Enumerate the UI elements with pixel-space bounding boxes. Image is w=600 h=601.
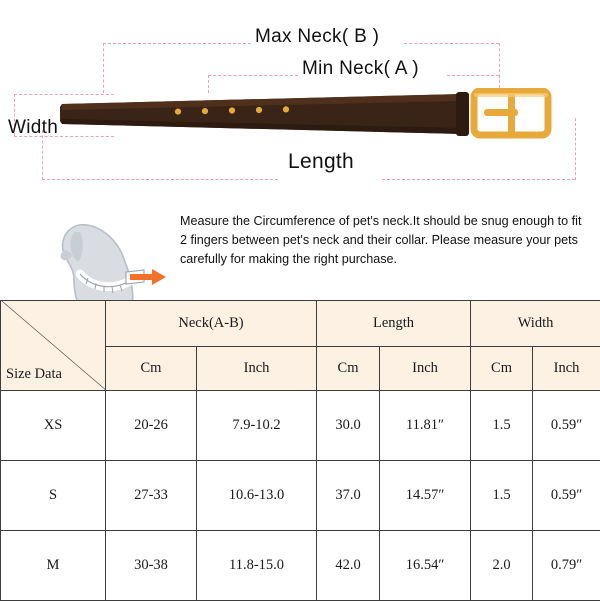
cell-width-cm: 2.0	[471, 531, 533, 601]
guide-line-min-neck-horizontal	[208, 75, 298, 76]
cell-width-cm: 1.5	[471, 461, 533, 531]
guide-line-length-right	[575, 118, 576, 180]
table-corner-label: Size Data	[6, 366, 62, 383]
table-header-width-inch: Inch	[533, 347, 600, 391]
cell-length-inch: 11.81″	[380, 391, 471, 461]
belt-collar-illustration	[60, 88, 560, 140]
cell-neck-inch: 7.9-10.2	[197, 391, 317, 461]
table-header-neck-inch: Inch	[197, 347, 317, 391]
cell-size: XS	[1, 391, 106, 461]
cell-neck-cm: 30-38	[106, 531, 197, 601]
cell-length-cm: 42.0	[317, 531, 380, 601]
guide-line-max-neck-left-tick	[103, 43, 104, 93]
label-max-neck: Max Neck( B )	[255, 26, 379, 48]
table-header-length: Length	[317, 301, 471, 347]
table-header-width-cm: Cm	[471, 347, 533, 391]
size-chart-table	[0, 300, 600, 601]
label-width: Width	[8, 117, 58, 139]
table-header-length-inch: Inch	[380, 347, 471, 391]
cell-neck-inch: 11.8-15.0	[197, 531, 317, 601]
table-row	[1, 461, 600, 531]
cell-width-inch: 0.79″	[533, 531, 600, 601]
cell-length-cm: 30.0	[317, 391, 380, 461]
guide-line-min-neck-horizontal-right	[447, 75, 499, 76]
table-row	[1, 531, 600, 601]
cell-neck-cm: 20-26	[106, 391, 197, 461]
guide-line-length-horizontal-right	[382, 179, 575, 180]
guide-line-max-neck-horizontal-right	[404, 43, 499, 44]
guide-line-max-neck-horizontal	[103, 43, 251, 44]
table-header-neck: Neck(A-B)	[106, 301, 317, 347]
cell-neck-inch: 10.6-13.0	[197, 461, 317, 531]
measuring-instruction-text: Measure the Circumference of pet's neck.It should be snug enough to fit 2 fingers between pet's neck and their collar. Please measure your pets carefully for making the right purchase.	[180, 212, 584, 269]
table-header-group-row	[1, 301, 600, 347]
label-length: Length	[288, 150, 354, 174]
cell-size: M	[1, 531, 106, 601]
table-header-neck-cm: Cm	[106, 347, 197, 391]
table-row	[1, 391, 600, 461]
cell-width-inch: 0.59″	[533, 391, 600, 461]
cell-length-cm: 37.0	[317, 461, 380, 531]
cell-length-inch: 16.54″	[380, 531, 471, 601]
label-min-neck: Min Neck( A )	[302, 58, 419, 80]
cell-width-inch: 0.59″	[533, 461, 600, 531]
cell-length-inch: 14.57″	[380, 461, 471, 531]
cell-width-cm: 1.5	[471, 391, 533, 461]
table-header-length-cm: Cm	[317, 347, 380, 391]
cell-neck-cm: 27-33	[106, 461, 197, 531]
guide-line-length-horizontal-left	[42, 179, 278, 180]
cell-size: S	[1, 461, 106, 531]
table-corner-size-data	[1, 301, 106, 391]
table-header-width: Width	[471, 301, 600, 347]
